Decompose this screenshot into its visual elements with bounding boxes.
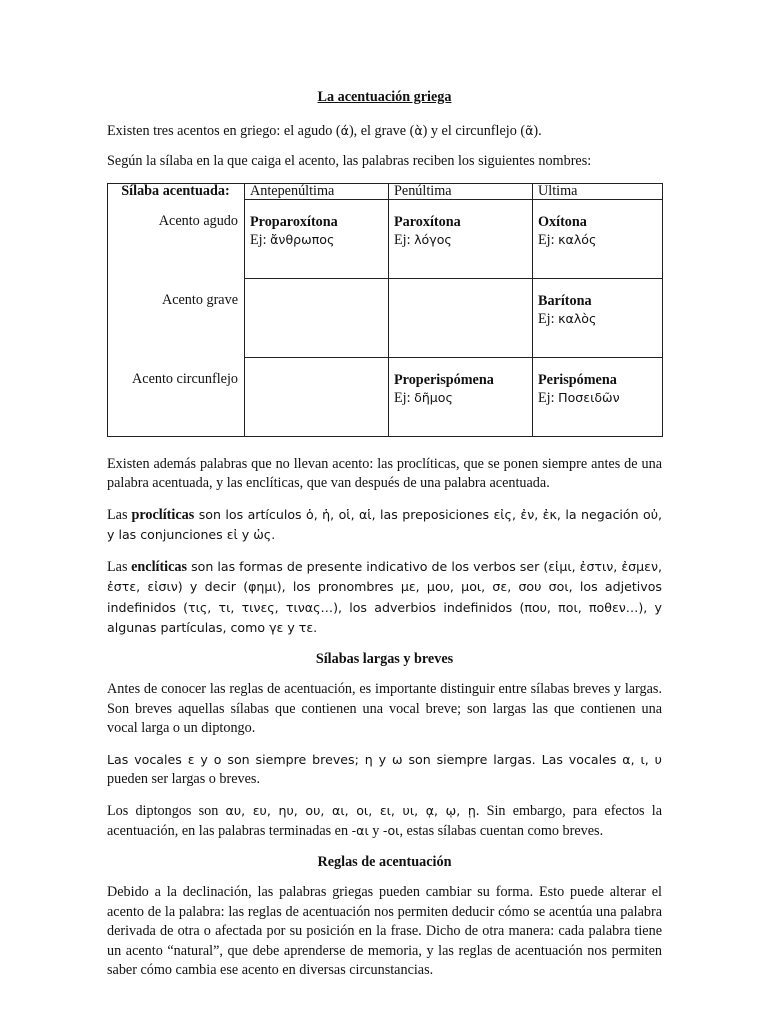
- text-span: son las formas de presente indicativo de los verbos ser (εἰμι, ἐστιν, ἐσμεν, ἐστε, εἰσιν) y decir (φημι), los pronombres με, μου, μοι, σε, σου σοι, los adjetivos indefinidos (τις, τι, τινες, τινας…), los adverbios indefinidos (που, ποι, ποθεν…), y algunas partículas, como γε y τε.: [107, 558, 662, 635]
- text-span: y: [368, 823, 383, 839]
- paragraph-diptongos: [107, 801, 662, 842]
- table-row: [108, 278, 663, 357]
- example-prefix: Ej:: [538, 231, 559, 248]
- table-header-cell: Antepenúltima: [245, 183, 389, 199]
- cell-term: Properispómena: [394, 371, 494, 388]
- text-span: son siempre breves;: [221, 751, 365, 767]
- row-label: Acento grave: [108, 278, 245, 357]
- cell-example: [394, 389, 527, 407]
- row-label: Acento agudo: [108, 199, 245, 278]
- text-span: Las: [107, 558, 132, 575]
- table-row: [108, 199, 663, 278]
- greek-text: η y ω: [364, 751, 403, 767]
- text-span: Las vocales: [107, 751, 188, 767]
- cell-example: [250, 231, 383, 249]
- text-span: son los artículos ὁ, ἡ, οἱ, αἱ, las preposiciones εἰς, ἐν, ἐκ, la negación οὐ, y las conjunciones εἰ y ὡς.: [107, 506, 662, 542]
- greek-example: καλός: [558, 231, 597, 247]
- row-label: Acento circunflejo: [108, 357, 245, 436]
- paragraph-encliticas: [107, 557, 662, 639]
- paragraph-vocales: [107, 750, 662, 790]
- greek-grave: ὰ: [414, 122, 423, 138]
- table-row: [108, 357, 663, 436]
- bold-term: enclíticas: [131, 558, 188, 575]
- intro-names: Según la sílaba en la que caiga el acento, las palabras reciben los siguientes nombres:: [107, 153, 592, 169]
- paragraph-reglas: Debido a la declinación, las palabras griegas pueden cambiar su forma. Esto puede alterar el acento de la palabra: las reglas de acentuación nos permiten deducir cómo se acentúa una palabra derivada de otra o afectada por su posición en la frase. Dicho de otra manera: cada palabra tiene un acento “natural”, que debe aprenderse de memoria, y las reglas de acentuación nos permiten saber cómo cambia ese acento en diversas circunstancias.: [107, 884, 662, 978]
- text-span: , estas sílabas cuentan como breves.: [399, 823, 604, 839]
- cell-example: [394, 231, 527, 249]
- accent-table: [107, 183, 663, 437]
- greek-circumflex: ᾶ: [525, 122, 534, 138]
- table-cell: [245, 278, 389, 357]
- table-header-cell: Ultima: [533, 183, 663, 199]
- table-header-row: [108, 183, 663, 199]
- table-cell: [533, 278, 663, 357]
- section-heading-silabas: Sílabas largas y breves: [315, 650, 454, 667]
- cell-term: Barítona: [538, 292, 592, 309]
- example-prefix: Ej:: [394, 389, 415, 406]
- text-span: son siempre largas. Las vocales: [402, 751, 623, 767]
- cell-term: Perispómena: [538, 371, 617, 388]
- greek-text: -οι: [382, 823, 400, 838]
- greek-text: -αι: [351, 823, 369, 838]
- cell-example: [538, 231, 657, 249]
- example-prefix: Ej:: [250, 231, 271, 248]
- paragraph-atonas: Existen además palabras que no llevan acento: las proclíticas, que se ponen siempre antes de una palabra acentuada, y las enclíticas, que van después de una palabra acentuada.: [107, 455, 662, 491]
- cell-term: Paroxítona: [394, 213, 461, 230]
- example-prefix: Ej:: [394, 231, 415, 248]
- greek-example: Ποσειδῶν: [558, 389, 620, 405]
- table-cell: [533, 357, 663, 436]
- greek-example: καλὸς: [558, 310, 597, 326]
- table-header-cell: Sílaba acentuada:: [108, 183, 245, 199]
- greek-text: α, ι, υ: [622, 751, 662, 767]
- table-cell: [389, 278, 533, 357]
- greek-text: ε y ο: [187, 751, 222, 767]
- cell-term: Proparoxítona: [250, 213, 338, 230]
- text-span: ) y el circunflejo (: [422, 122, 526, 139]
- cell-term: Oxítona: [538, 213, 587, 230]
- greek-acute: ά: [340, 122, 349, 138]
- document-body: [107, 88, 662, 992]
- greek-example: λόγος: [414, 231, 452, 247]
- table-cell: [389, 199, 533, 278]
- intro-accents: [107, 121, 662, 142]
- paragraph-silabas: Antes de conocer las reglas de acentuación, es importante distinguir entre sílabas breves y largas. Son breves aquellas sílabas que contienen una vocal breve; son largas las que contienen una vocal larga o un diptongo.: [107, 681, 662, 736]
- text-span: ), el grave (: [348, 122, 415, 139]
- bold-term: proclíticas: [131, 506, 195, 523]
- greek-text: αυ, ευ, ηυ, ου, αι, οι, ει, υι, ᾳ, ῳ, ῃ: [225, 802, 476, 818]
- text-span: Los diptongos son: [107, 802, 226, 819]
- example-prefix: Ej:: [538, 389, 559, 406]
- greek-example: δῆμος: [414, 389, 453, 405]
- table-cell: [245, 199, 389, 278]
- text-span: Existen tres acentos en griego: el agudo (: [107, 122, 341, 139]
- table-cell: [533, 199, 663, 278]
- greek-example: ἄνθρωπος: [270, 231, 335, 247]
- table-cell: [389, 357, 533, 436]
- paragraph-procliticas: [107, 505, 662, 546]
- section-heading-reglas: Reglas de acentuación: [317, 853, 452, 870]
- example-prefix: Ej:: [538, 310, 559, 327]
- page-title: La acentuación griega: [317, 89, 452, 105]
- cell-example: [538, 310, 657, 328]
- text-span: . Sin embargo, para efectos la acentuación, en las palabras terminadas en: [107, 802, 662, 839]
- table-cell: [245, 357, 389, 436]
- table-header-cell: Penúltima: [389, 183, 533, 199]
- text-span: ).: [533, 122, 542, 139]
- text-span: Las: [107, 506, 132, 523]
- cell-example: [538, 389, 657, 407]
- text-span: pueden ser largas o breves.: [107, 771, 260, 787]
